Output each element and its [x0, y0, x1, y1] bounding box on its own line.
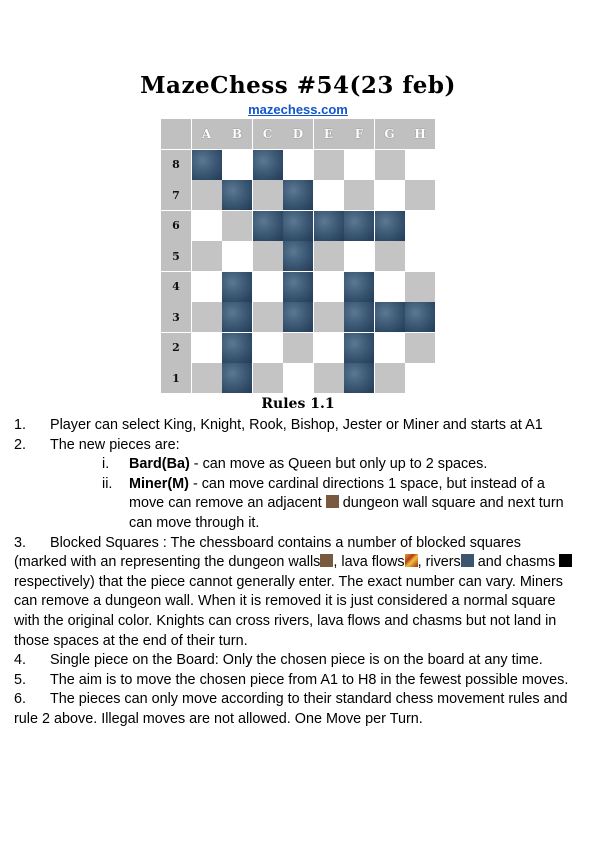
square-e3[interactable]	[314, 302, 344, 332]
square-f2[interactable]	[344, 333, 374, 363]
square-f1[interactable]	[344, 363, 374, 393]
square-c7[interactable]	[253, 180, 283, 210]
rule-text: The aim is to move the chosen piece from A1 to H8 in the fewest possible moves.	[50, 671, 569, 688]
square-a4[interactable]	[192, 272, 222, 302]
square-f5[interactable]	[344, 241, 374, 271]
square-d6[interactable]	[283, 211, 313, 241]
square-b5[interactable]	[222, 241, 252, 271]
square-h1[interactable]	[405, 363, 435, 393]
column-label: E	[314, 119, 344, 149]
square-h6[interactable]	[405, 211, 435, 241]
dungeon-wall-icon	[320, 554, 333, 567]
column-label: H	[405, 119, 435, 149]
chasm-icon	[559, 554, 572, 567]
square-a3[interactable]	[192, 302, 222, 332]
column-label: B	[222, 119, 252, 149]
square-c2[interactable]	[253, 333, 283, 363]
sub-number: i.	[102, 456, 110, 473]
square-h5[interactable]	[405, 241, 435, 271]
square-h2[interactable]	[405, 333, 435, 363]
rule-3	[14, 534, 574, 652]
rule-4	[14, 651, 574, 671]
page-title: MazeChess #54(23 feb)	[140, 72, 456, 99]
square-g2[interactable]	[375, 333, 405, 363]
square-c5[interactable]	[253, 241, 283, 271]
square-g8[interactable]	[375, 150, 405, 180]
square-f6[interactable]	[344, 211, 374, 241]
square-d8[interactable]	[283, 150, 313, 180]
rule-text: dungeon wall square and next turn can move through it.	[129, 495, 564, 531]
square-f8[interactable]	[344, 150, 374, 180]
square-b7[interactable]	[222, 180, 252, 210]
square-h3[interactable]	[405, 302, 435, 332]
piece-name-bard: Bard(Ba)	[129, 456, 190, 473]
sub-number: ii.	[102, 475, 113, 492]
row-label: 6	[161, 211, 191, 241]
square-a7[interactable]	[192, 180, 222, 210]
rule-number: 2.	[14, 436, 27, 453]
row-label: 1	[161, 363, 191, 393]
square-d3[interactable]	[283, 302, 313, 332]
square-a8[interactable]	[192, 150, 222, 180]
square-a1[interactable]	[192, 363, 222, 393]
column-label: C	[253, 119, 283, 149]
rule-number: 4.	[14, 652, 27, 669]
row-label: 2	[161, 333, 191, 363]
square-d2[interactable]	[283, 333, 313, 363]
chess-board	[161, 119, 435, 390]
square-g5[interactable]	[375, 241, 405, 271]
rule-text: , rivers	[417, 554, 461, 571]
square-b4[interactable]	[222, 272, 252, 302]
square-f3[interactable]	[344, 302, 374, 332]
square-c3[interactable]	[253, 302, 283, 332]
piece-name-miner: Miner(M)	[129, 475, 189, 492]
square-g3[interactable]	[375, 302, 405, 332]
rule-2-i	[14, 455, 574, 475]
square-c6[interactable]	[253, 211, 283, 241]
square-e8[interactable]	[314, 150, 344, 180]
square-d5[interactable]	[283, 241, 313, 271]
square-a6[interactable]	[192, 211, 222, 241]
square-e6[interactable]	[314, 211, 344, 241]
square-h7[interactable]	[405, 180, 435, 210]
square-a2[interactable]	[192, 333, 222, 363]
square-c4[interactable]	[253, 272, 283, 302]
river-icon	[461, 554, 474, 567]
rule-number: 6.	[14, 691, 27, 708]
rule-text: The new pieces are:	[50, 436, 180, 453]
square-e4[interactable]	[314, 272, 344, 302]
rule-number: 5.	[14, 671, 27, 688]
square-b1[interactable]	[222, 363, 252, 393]
rule-2	[14, 436, 574, 456]
rules-title: Rules 1.1	[261, 396, 335, 412]
lava-flow-icon	[405, 554, 418, 567]
rule-number: 3.	[14, 534, 27, 551]
row-label: 7	[161, 180, 191, 210]
square-b8[interactable]	[222, 150, 252, 180]
square-d4[interactable]	[283, 272, 313, 302]
square-a5[interactable]	[192, 241, 222, 271]
rules-list	[14, 416, 574, 730]
square-c8[interactable]	[253, 150, 283, 180]
square-b3[interactable]	[222, 302, 252, 332]
row-label: 4	[161, 272, 191, 302]
row-label: 3	[161, 302, 191, 332]
rule-text: Blocked Squares : The chessboard contains a number of blocked squares (marked with an representing the dungeon walls	[14, 534, 521, 571]
square-b2[interactable]	[222, 333, 252, 363]
square-d7[interactable]	[283, 180, 313, 210]
rule-text: Single piece on the Board: Only the chosen piece is on the board at any time.	[50, 652, 543, 669]
square-b6[interactable]	[222, 211, 252, 241]
rule-text: - can move as Queen but only up to 2 spaces.	[189, 456, 488, 473]
rule-text: and chasms	[473, 554, 560, 571]
dungeon-wall-icon	[326, 495, 339, 508]
rule-number: 1.	[14, 417, 27, 433]
square-e1[interactable]	[314, 363, 344, 393]
square-e5[interactable]	[314, 241, 344, 271]
website-link[interactable]: mazechess.com	[248, 102, 348, 117]
square-e7[interactable]	[314, 180, 344, 210]
rule-6	[14, 690, 574, 729]
square-c1[interactable]	[253, 363, 283, 393]
rule-text: Player can select King, Knight, Rook, Bishop, Jester or Miner and starts at A1	[50, 417, 543, 433]
row-label: 8	[161, 150, 191, 180]
rule-text: respectively) that the piece cannot generally enter. The exact number can vary. Miners can remove a dungeon wall. When it is removed it is just considered a normal square with the original color. Knights can cross rivers, lava flows and chasms but not land in those spaces at the end of their turn.	[14, 573, 563, 649]
rule-text: The pieces can only move according to their standard chess movement rules and rule 2 above. Illegal moves are not allowed. One Move per Turn.	[14, 691, 568, 727]
column-label: G	[375, 119, 405, 149]
rule-text: , lava flows	[333, 554, 405, 571]
square-g1[interactable]	[375, 363, 405, 393]
square-h8[interactable]	[405, 150, 435, 180]
square-g6[interactable]	[375, 211, 405, 241]
column-label: A	[192, 119, 222, 149]
row-label: 5	[161, 241, 191, 271]
column-label: F	[344, 119, 374, 149]
column-label: D	[283, 119, 313, 149]
square-h4[interactable]	[405, 272, 435, 302]
square-f7[interactable]	[344, 180, 374, 210]
rule-text: - can move cardinal directions 1 space, but instead of a move can remove an adjacent	[129, 475, 545, 512]
rule-5	[14, 671, 574, 691]
rule-2-ii	[14, 475, 574, 534]
board-corner	[161, 119, 191, 149]
square-g7[interactable]	[375, 180, 405, 210]
square-f4[interactable]	[344, 272, 374, 302]
square-g4[interactable]	[375, 272, 405, 302]
square-e2[interactable]	[314, 333, 344, 363]
rule-1	[14, 416, 574, 436]
square-d1[interactable]	[283, 363, 313, 393]
